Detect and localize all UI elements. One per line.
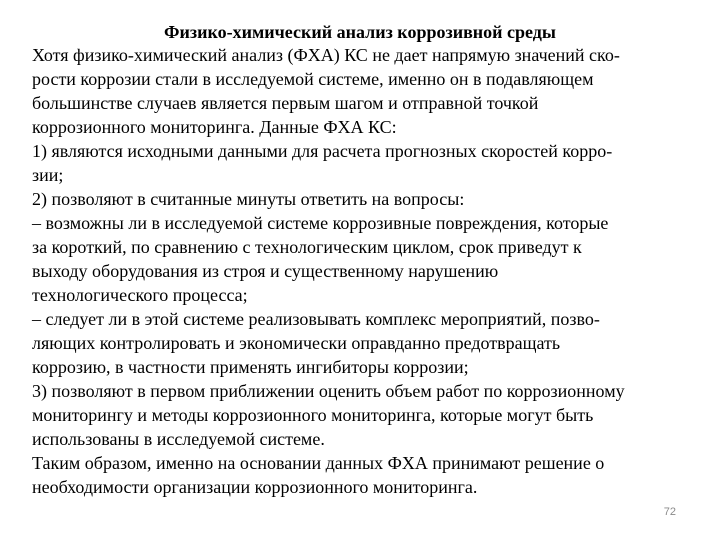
body-line: – следует ли в этой системе реализовывать комплекс мероприятий, позво- [32, 309, 600, 329]
body-line: необходимости организации коррозионного мониторинга. [32, 477, 478, 497]
body-line: коррозию, в частности применять ингибиторы коррозии; [32, 357, 469, 377]
body-line: 3) позволяют в первом приближении оценить объем работ по коррозионному [32, 381, 625, 401]
page-number: 72 [663, 506, 676, 518]
body-line: 2) позволяют в считанные минуты ответить на вопросы: [32, 189, 465, 209]
body-line: рости коррозии стали в исследуемой системе, именно он в подавляющем [32, 69, 594, 89]
body-line: 1) являются исходными данными для расчета прогнозных скоростей корро- [32, 141, 613, 161]
slide-body [32, 43, 712, 499]
body-line: Таким образом, именно на основании данных ФХА принимают решение о [32, 453, 605, 473]
body-line: за короткий, по сравнению с технологическим циклом, срок приведут к [32, 237, 582, 257]
body-line: большинстве случаев является первым шагом и отправной точкой [32, 93, 539, 113]
body-line: мониторингу и методы коррозионного мониторинга, которые могут быть [32, 405, 594, 425]
body-line: коррозионного мониторинга. Данные ФХА КС: [32, 117, 397, 137]
body-line: ляющих контролировать и экономически оправданно предотвращать [32, 333, 561, 353]
body-line: Хотя физико-химический анализ (ФХА) КС не дает напрямую значений ско- [32, 45, 620, 65]
body-line: использованы в исследуемой системе. [32, 429, 325, 449]
body-line: выходу оборудования из строя и существенному нарушению [32, 261, 499, 281]
body-line: зии; [32, 165, 64, 185]
body-line: технологического процесса; [32, 285, 248, 305]
slide-title: Физико-химический анализ коррозивной среды [164, 22, 556, 42]
body-line: – возможны ли в исследуемой системе коррозивные повреждения, которые [32, 213, 609, 233]
